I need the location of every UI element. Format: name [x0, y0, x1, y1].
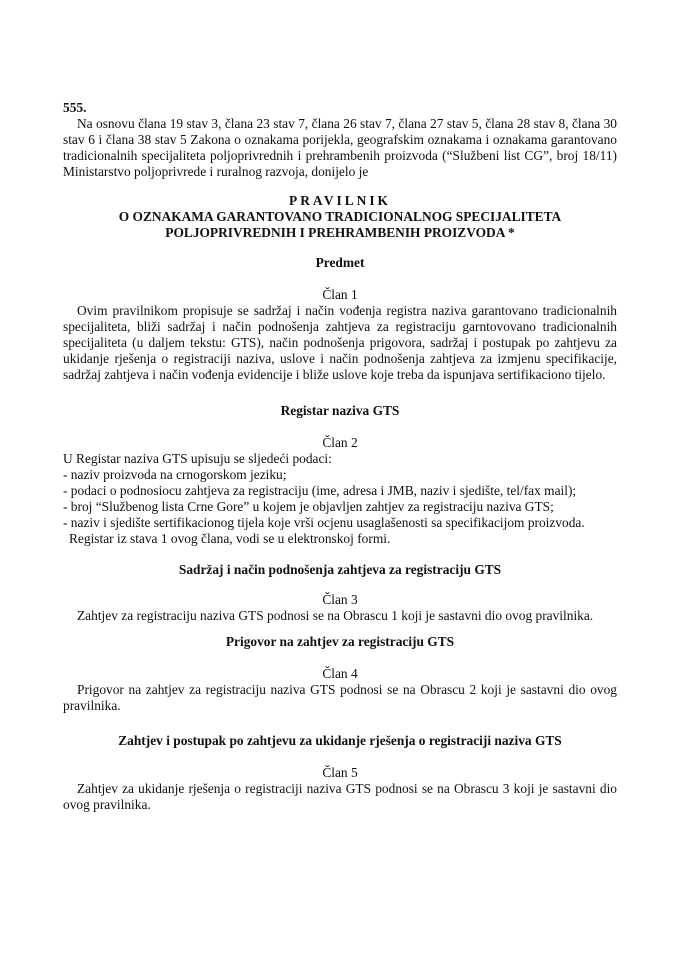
document-subtitle-line2: POLJOPRIVREDNIH I PREHRAMBENIH PROIZVODA *: [165, 225, 515, 240]
article-intro: U Registar naziva GTS upisuju se sljedeći podaci:: [63, 451, 332, 466]
article-text: Zahtjev za ukidanje rješenja o registraciji naziva GTS podnosi se na Obrascu 3 koji je sastavni dio ovog pravilnika.: [63, 781, 617, 812]
article-label: Član 1: [322, 287, 358, 302]
section-heading: Prigovor na zahtjev za registraciju GTS: [225, 634, 455, 649]
article-label: Član 2: [322, 435, 358, 450]
article-outro: Registar iz stava 1 ovog člana, vodi se u elektronskoj formi.: [69, 531, 391, 546]
article-label: Član 5: [322, 765, 358, 780]
article-label: Član 4: [322, 666, 358, 681]
section-heading: Sadržaj i način podnošenja zahtjeva za registraciju GTS: [178, 562, 502, 577]
article-text: Prigovor na zahtjev za registraciju naziva GTS podnosi se na Obrascu 2 koji je sastavni dio ovog pravilnika.: [63, 682, 617, 713]
section-heading: Registar naziva GTS: [280, 403, 400, 418]
section-heading: Zahtjev i postupak po zahtjevu za ukidanje rješenja o registraciji naziva GTS: [118, 733, 562, 748]
list-item: - naziv proizvoda na crnogorskom jeziku;: [63, 467, 287, 482]
document-subtitle-line1: O OZNAKAMA GARANTOVANO TRADICIONALNOG SPECIJALITETA: [118, 209, 562, 224]
article-text: Zahtjev za registraciju naziva GTS podnosi se na Obrascu 1 koji je sastavni dio ovog pravilnika.: [77, 608, 594, 623]
section-heading: Predmet: [315, 255, 365, 270]
preamble: Na osnovu člana 19 stav 3, člana 23 stav 7, člana 26 stav 7, člana 27 stav 5, člana 28 stav 8, člana 30 stav 6 i člana 38 stav 5 Zakona o oznakama porijekla, geografskim oznakama i oznakama garantovano tradicionalnih specijaliteta poljoprivrednih i prehrambenih proizvoda (“Službeni list CG”, broj 18/11) Ministarstvo poljoprivrede i ruralnog razvoja, donijelo je: [63, 116, 617, 179]
article-text: Ovim pravilnikom propisuje se sadržaj i način vođenja registra naziva garantovano tradicionalnih specijaliteta, bliži sadržaj i način podnošenja zahtjeva za registraciju garntovovano tradicionalnih specijaliteta (u daljem tekstu: GTS), način podnošenja prigovora, sadržaj i postupak po zahtjevu za ukidanje rješenja o registraciji naziva, uslove i način podnošenja zahtjeva za izmjenu specifikacije, sadržaj zahtjeva i način vođenja evidencije i bliže uslove koje treba da ispunjava sertifikaciono tijelo.: [63, 303, 617, 382]
document-page: [63, 100, 617, 813]
article-label: Član 3: [322, 592, 358, 607]
list-item: - broj “Službenog lista Crne Gore” u kojem je objavljen zahtjev za registraciju naziva GTS;: [63, 499, 554, 514]
list-item: - naziv i sjedište sertifikacionog tijela koje vrši ocjenu usaglašenosti sa specifikacijom proizvoda.: [63, 515, 585, 530]
regulation-number: 555.: [63, 100, 87, 115]
list-item: - podaci o podnosiocu zahtjeva za registraciju (ime, adresa i JMB, naziv i sjedište, tel/fax mail);: [63, 483, 577, 498]
document-title: PRAVILNIK: [289, 193, 391, 208]
